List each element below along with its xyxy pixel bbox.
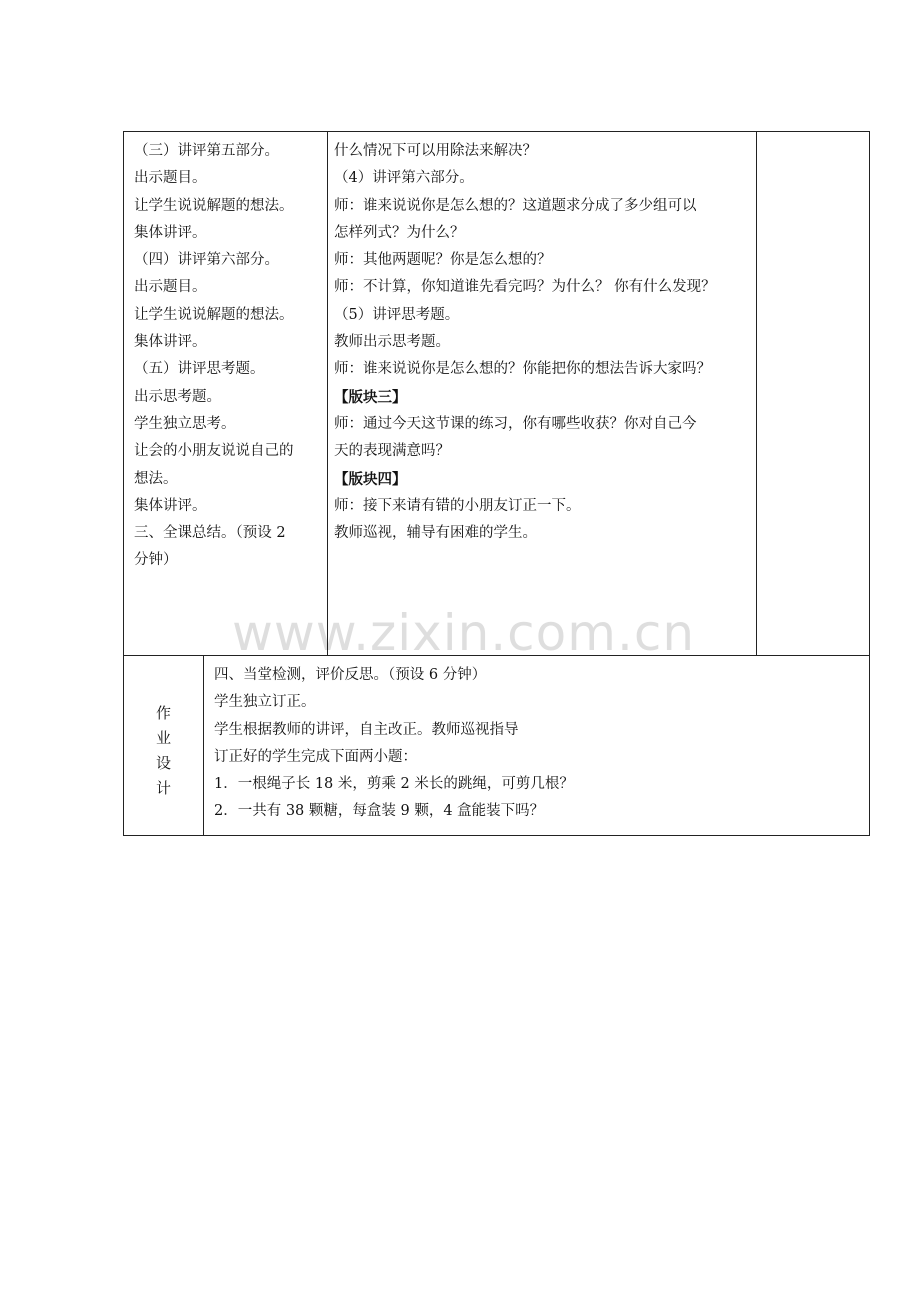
lesson-table-top xyxy=(123,131,870,656)
text-line: 四、当堂检测，评价反思。（预设 6 分钟） xyxy=(214,667,487,683)
label-char: 业 xyxy=(155,729,171,747)
text-line: （五）讲评思考题。 xyxy=(134,361,265,378)
text-line: （四）讲评第六部分。 xyxy=(134,252,279,269)
text-line: 集体讲评。 xyxy=(134,224,207,241)
text-line: 出示思考题。 xyxy=(134,388,221,405)
homework-label-cell xyxy=(124,656,203,835)
text-line: 想法。 xyxy=(134,470,178,487)
text-line: 让会的小朋友说说自己的 xyxy=(134,443,294,460)
text-line: 师：其他两题呢？你是怎么想的？ xyxy=(334,252,552,269)
text-line: 师：谁来说说你是怎么想的？这道题求分成了多少组可以 xyxy=(334,197,697,214)
text-line: 【版块三】 xyxy=(334,388,407,406)
teacher-speech-column xyxy=(334,132,759,655)
text-line: 让学生说说解题的想法。 xyxy=(134,197,294,214)
teacher-activity-column xyxy=(134,132,326,655)
label-char: 设 xyxy=(155,754,171,772)
text-line: 出示题目。 xyxy=(134,279,207,296)
text-line: 天的表现满意吗？ xyxy=(334,443,450,460)
text-line: 学生根据教师的讲评，自主改正。教师巡视指导 xyxy=(214,721,519,738)
label-char: 计 xyxy=(155,779,171,797)
text-line: 教师巡视，辅导有困难的学生。 xyxy=(334,525,537,542)
label-char: 作 xyxy=(155,704,171,722)
text-line: 师：谁来说说你是怎么想的？你能把你的想法告诉大家吗？ xyxy=(334,361,711,378)
homework-content-cell xyxy=(214,662,859,826)
text-line: （5）讲评思考题。 xyxy=(334,306,460,323)
column-divider xyxy=(756,132,757,655)
column-divider xyxy=(327,132,328,655)
text-line: 师：通过今天这节课的练习，你有哪些收获？你对自己今 xyxy=(334,415,697,432)
text-line: （4）讲评第六部分。 xyxy=(334,170,474,187)
homework-table xyxy=(123,655,870,836)
text-line: 2．一共有 38 颗糖，每盒装 9 颗，4 盒能装下吗？ xyxy=(214,803,545,820)
text-line: 集体讲评。 xyxy=(134,334,207,351)
text-line: 让学生说说解题的想法。 xyxy=(134,306,294,323)
text-line: 师：不计算，你知道谁先看完吗？为什么？ 你有什么发现？ xyxy=(334,279,716,296)
text-line: 【版块四】 xyxy=(334,470,407,488)
text-line: 出示题目。 xyxy=(134,170,207,187)
text-line: 分钟） xyxy=(134,552,178,569)
text-line: 订正好的学生完成下面两小题： xyxy=(214,748,417,765)
text-line: 1．一根绳子长 18 米，剪乘 2 米长的跳绳，可剪几根？ xyxy=(214,776,574,793)
text-line: 学生独立订正。 xyxy=(214,694,316,711)
watermark: www.zixin.com.cn xyxy=(232,604,696,662)
text-line: （三）讲评第五部分。 xyxy=(134,143,279,159)
text-line: 教师出示思考题。 xyxy=(334,334,450,351)
text-line: 集体讲评。 xyxy=(134,497,207,514)
text-line: 师：接下来请有错的小朋友订正一下。 xyxy=(334,497,581,514)
text-line: 怎样列式？为什么？ xyxy=(334,224,465,241)
text-line: 三、全课总结。（预设 2 xyxy=(134,525,286,542)
notes-column xyxy=(758,132,870,655)
column-divider xyxy=(203,656,204,835)
text-line: 学生独立思考。 xyxy=(134,415,236,432)
text-line: 什么情况下可以用除法来解决？ xyxy=(334,143,537,159)
